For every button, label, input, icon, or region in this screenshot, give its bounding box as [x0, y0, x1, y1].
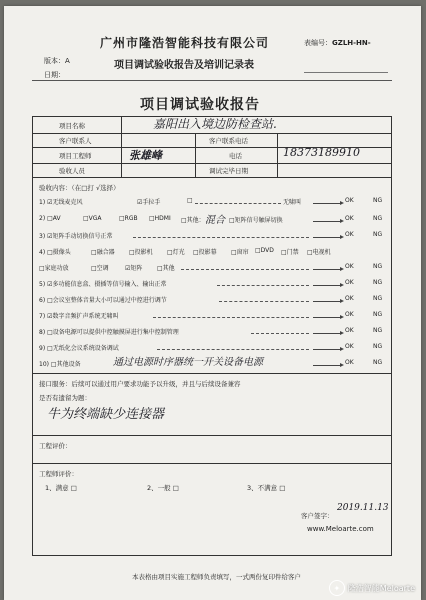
item-9-ok: OK — [345, 343, 354, 350]
item-10-ng: NG — [373, 359, 383, 366]
item-6-ng: NG — [373, 295, 383, 302]
phone-label: 电话 — [229, 152, 242, 160]
client-phone-label: 客户联系电话 — [209, 137, 248, 145]
item-2-ng: NG — [373, 215, 383, 222]
project-name-label: 项目名称 — [59, 122, 85, 130]
item-4-option-8: □门禁 — [281, 249, 299, 256]
item-5: 5) ☑多功能信息盒、摄插等信号输入、输出正常 — [39, 281, 167, 288]
finish-time-label: 调试完毕日期 — [209, 167, 248, 175]
acceptor-label: 验收人员 — [59, 167, 85, 175]
engineer-grade-label: 工程师评价： — [39, 470, 78, 478]
item-1-tail: 无啸叫 — [283, 199, 302, 206]
item-1: 1) ☑无线麦克风 — [39, 199, 83, 206]
training-question: 是否有遗留为题： — [39, 394, 91, 402]
item-2-tail: □矩阵信号触屏切换 — [229, 217, 283, 224]
item-4b-option-3: ☑矩阵 — [125, 265, 143, 272]
report-title: 项目调试验收报告 — [140, 97, 260, 113]
grade-satisfied: 1、满意 □ — [45, 484, 77, 492]
items-header: 验收内容：（在□打 √选择） — [39, 184, 120, 192]
project-name-value: 嘉阳出入境边防检查站. — [153, 117, 277, 131]
item-1-ok: OK — [345, 197, 354, 204]
header-rule — [32, 80, 392, 81]
document-page — [4, 6, 421, 600]
grade-average: 2、一般 □ — [147, 484, 179, 492]
phone-value: 18373189910 — [283, 146, 360, 159]
item-8: 8) □设备电源可以提供中控触摸屏进行集中控制管理 — [39, 329, 179, 336]
item-4b-option-1: □家庭功放 — [39, 265, 69, 272]
item-4-option-4: □灯光 — [167, 249, 185, 256]
item-4: 4) □摄像头 — [39, 249, 71, 256]
item-4-option-7: □DVD — [255, 247, 274, 254]
item-1-option-3: □ — [187, 197, 193, 204]
item-2: 2) □AV — [39, 215, 61, 222]
item-7: 7) ☑数字音频扩声系统无啸叫 — [39, 313, 119, 320]
engineer-eval-label: 工程评价： — [39, 442, 72, 450]
form-number-label: 表编号：GZLH-HN- — [304, 39, 371, 47]
header-underline — [304, 72, 388, 73]
date-label: 日期： — [44, 71, 65, 79]
item-2-option-vga: □VGA — [83, 215, 102, 222]
website: www.Meloarte.com — [307, 525, 374, 533]
item-3: 3) ☑矩阵手动切换信号正常 — [39, 233, 113, 240]
item-8-ng: NG — [373, 327, 383, 334]
item-4-option-9: □电视机 — [307, 249, 331, 256]
sign-date: 2019.11.13 — [337, 503, 389, 513]
item-2-option-hdmi: □HDMI — [149, 215, 171, 222]
item-3-ok: OK — [345, 231, 354, 238]
wechat-icon: ✦ — [329, 580, 345, 596]
item-1-option-2: ☑手拉手 — [137, 199, 161, 206]
item-4-ng: NG — [373, 263, 383, 270]
item-2-option-rgb: □RGB — [119, 215, 138, 222]
item-4-option-5: □投影幕 — [193, 249, 217, 256]
item-4b-option-2: □空调 — [91, 265, 109, 272]
acceptance-form — [32, 116, 392, 556]
item-4-option-2: □融合器 — [91, 249, 115, 256]
item-4b-option-4: □其他 — [157, 265, 175, 272]
item-2-ok: OK — [345, 215, 354, 222]
item-5-ng: NG — [373, 279, 383, 286]
grade-unsatisfied: 3、不满意 □ — [247, 484, 286, 492]
watermark — [329, 580, 415, 596]
watermark-text: 隆浩智能Meloarte — [347, 583, 415, 593]
item-2-option-other: □其他： — [181, 217, 205, 224]
item-10-ok: OK — [345, 359, 354, 366]
form-subtitle: 项目调试验收报告及培训记录表 — [114, 60, 254, 71]
version-label: 版本：A — [44, 57, 70, 65]
engineer-row — [33, 147, 391, 164]
item-1-ng: NG — [373, 197, 383, 204]
item-5-ok: OK — [345, 279, 354, 286]
item-6-ok: OK — [345, 295, 354, 302]
item-8-ok: OK — [345, 327, 354, 334]
footer-note: 本表格由项目实施工程师负责填写，一式两份复印件给客户 — [132, 573, 301, 581]
interface-service: 接口服务：后续可以通过用户要求功能予以升级，并且与后续设备兼容 — [39, 380, 241, 388]
item-2-handwritten: 混合 — [205, 215, 225, 226]
company-name: 广州市隆浩智能科技有限公司 — [100, 36, 270, 50]
item-3-ng: NG — [373, 231, 383, 238]
item-9: 9) □无纸化会议系统设备调试 — [39, 345, 119, 352]
item-6: 6) □会议室整体音量大小可以通过中控进行调节 — [39, 297, 167, 304]
engineer-label: 项目工程师 — [59, 152, 92, 160]
training-answer: 牛为终端缺少连接器 — [47, 407, 165, 422]
item-7-ng: NG — [373, 311, 383, 318]
project-name-row — [33, 117, 391, 134]
item-4-ok: OK — [345, 263, 354, 270]
acceptor-row — [33, 163, 391, 178]
engineer-value: 张雄峰 — [129, 149, 162, 162]
item-9-ng: NG — [373, 343, 383, 350]
customer-sign-label: 客户签字： — [301, 512, 334, 520]
item-4-option-3: □投影机 — [129, 249, 153, 256]
item-7-ok: OK — [345, 311, 354, 318]
client-contact-label: 客户联系人 — [59, 137, 92, 145]
item-10: 10) □其他设备 — [39, 361, 81, 368]
item-4-option-6: □窗帘 — [231, 249, 249, 256]
item-10-handwritten: 通过电源时序器统一开关设备电源 — [113, 357, 263, 368]
